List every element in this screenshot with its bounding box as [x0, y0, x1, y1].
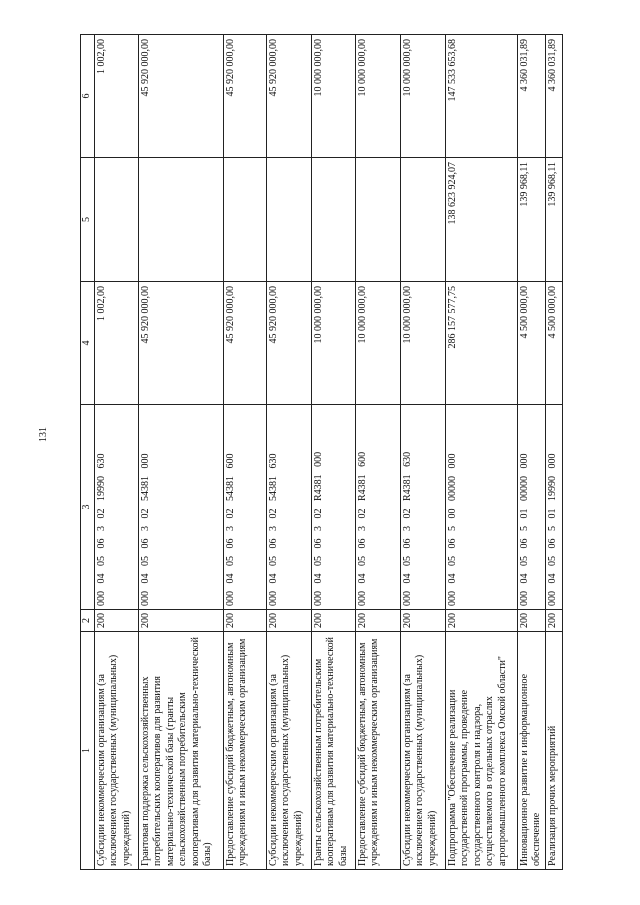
row-classification: 000 04 05 06 3 02 R4381 000	[311, 405, 355, 610]
row-col4: 10 000 000,00	[355, 282, 400, 405]
row-col4: 286 157 577,75	[445, 282, 517, 405]
row-code: 200	[445, 610, 517, 632]
row-col4: 45 920 000,00	[138, 282, 223, 405]
row-name: Субсидии некоммерческим организациям (за исключением государственных (муниципальных) учреждений)	[94, 632, 138, 870]
page-number: 131	[38, 427, 49, 442]
header-row	[81, 35, 95, 870]
row-col4: 10 000 000,00	[400, 282, 445, 405]
row-col6: 45 920 000,00	[138, 35, 223, 158]
budget-table	[80, 34, 563, 870]
row-col6: 45 920 000,00	[266, 35, 311, 158]
row-col6: 45 920 000,00	[223, 35, 266, 158]
header-cell: 3	[81, 405, 95, 610]
header-cell: 4	[81, 282, 95, 405]
header-cell: 5	[81, 158, 95, 282]
row-name: Предоставление субсидий бюджетным, автономным учреждениям и иным некоммерческим организациям	[355, 632, 400, 870]
row-col4: 4 500 000,00	[545, 282, 562, 405]
row-classification: 000 04 05 06 5 01 19990 000	[545, 405, 562, 610]
row-name: Реализация прочих мероприятий	[545, 632, 562, 870]
row-col4: 1 002,00	[94, 282, 138, 405]
table-row	[445, 35, 517, 870]
row-col5	[94, 158, 138, 282]
row-classification: 000 04 05 06 3 02 R4381 600	[355, 405, 400, 610]
table-row	[400, 35, 445, 870]
row-col5	[138, 158, 223, 282]
row-code: 200	[223, 610, 266, 632]
table-row	[545, 35, 562, 870]
row-classification: 000 04 05 06 3 02 19990 630	[94, 405, 138, 610]
row-col5: 139 968,11	[517, 158, 545, 282]
row-classification: 000 04 05 06 5 01 00000 000	[517, 405, 545, 610]
table-row	[311, 35, 355, 870]
row-col5	[266, 158, 311, 282]
row-name: Подпрограмма "Обеспечение реализации государственной программы, проведение государственного контроля и надзора, осуществляемого в отдельных отраслях агропромышленного комплекса Омской области"	[445, 632, 517, 870]
row-col6: 4 360 031,89	[517, 35, 545, 158]
row-col6: 10 000 000,00	[355, 35, 400, 158]
row-name: Инновационное развитие и информационное обеспечение	[517, 632, 545, 870]
table-row	[138, 35, 223, 870]
row-classification: 000 04 05 06 3 02 54381 600	[223, 405, 266, 610]
row-col4: 45 920 000,00	[223, 282, 266, 405]
row-name: Субсидии некоммерческим организациям (за исключением государственных (муниципальных) учреждений)	[266, 632, 311, 870]
table-row	[94, 35, 138, 870]
header-cell: 6	[81, 35, 95, 158]
row-col5: 139 968,11	[545, 158, 562, 282]
header-cell: 2	[81, 610, 95, 632]
row-code: 200	[400, 610, 445, 632]
row-code: 200	[94, 610, 138, 632]
row-code: 200	[138, 610, 223, 632]
table-row	[223, 35, 266, 870]
row-code: 200	[311, 610, 355, 632]
row-code: 200	[517, 610, 545, 632]
row-col5	[311, 158, 355, 282]
table-row	[355, 35, 400, 870]
row-col6: 4 360 031,89	[545, 35, 562, 158]
row-col5	[400, 158, 445, 282]
row-code: 200	[545, 610, 562, 632]
row-code: 200	[266, 610, 311, 632]
row-name: Гранты сельскохозяйственным потребительским кооперативам для развития материально-технической базы	[311, 632, 355, 870]
row-col6: 147 533 653,68	[445, 35, 517, 158]
row-classification: 000 04 05 06 3 02 R4381 630	[400, 405, 445, 610]
row-classification: 000 04 05 06 5 00 00000 000	[445, 405, 517, 610]
row-col4: 10 000 000,00	[311, 282, 355, 405]
row-col4: 4 500 000,00	[517, 282, 545, 405]
row-code: 200	[355, 610, 400, 632]
row-col5: 138 623 924,07	[445, 158, 517, 282]
row-col4: 45 920 000,00	[266, 282, 311, 405]
row-classification: 000 04 05 06 3 02 54381 000	[138, 405, 223, 610]
row-col5	[355, 158, 400, 282]
row-col5	[223, 158, 266, 282]
row-name: Субсидии некоммерческим организациям (за исключением государственных (муниципальных) учреждений)	[400, 632, 445, 870]
table-row	[266, 35, 311, 870]
row-col6: 10 000 000,00	[400, 35, 445, 158]
row-name: Грантовая поддержка сельскохозяйственных потребительских кооперативов для развития материально-технической базы (гранты сельскохозяйственным потребительским кооперативам для развития материально-технической базы)	[138, 632, 223, 870]
row-name: Предоставление субсидий бюджетным, автономным учреждениям и иным некоммерческим организациям	[223, 632, 266, 870]
row-col6: 10 000 000,00	[311, 35, 355, 158]
rotated-table-wrapper	[80, 35, 560, 870]
table-row	[517, 35, 545, 870]
header-cell: 1	[81, 632, 95, 870]
row-col6: 1 002,00	[94, 35, 138, 158]
row-classification: 000 04 05 06 3 02 54381 630	[266, 405, 311, 610]
